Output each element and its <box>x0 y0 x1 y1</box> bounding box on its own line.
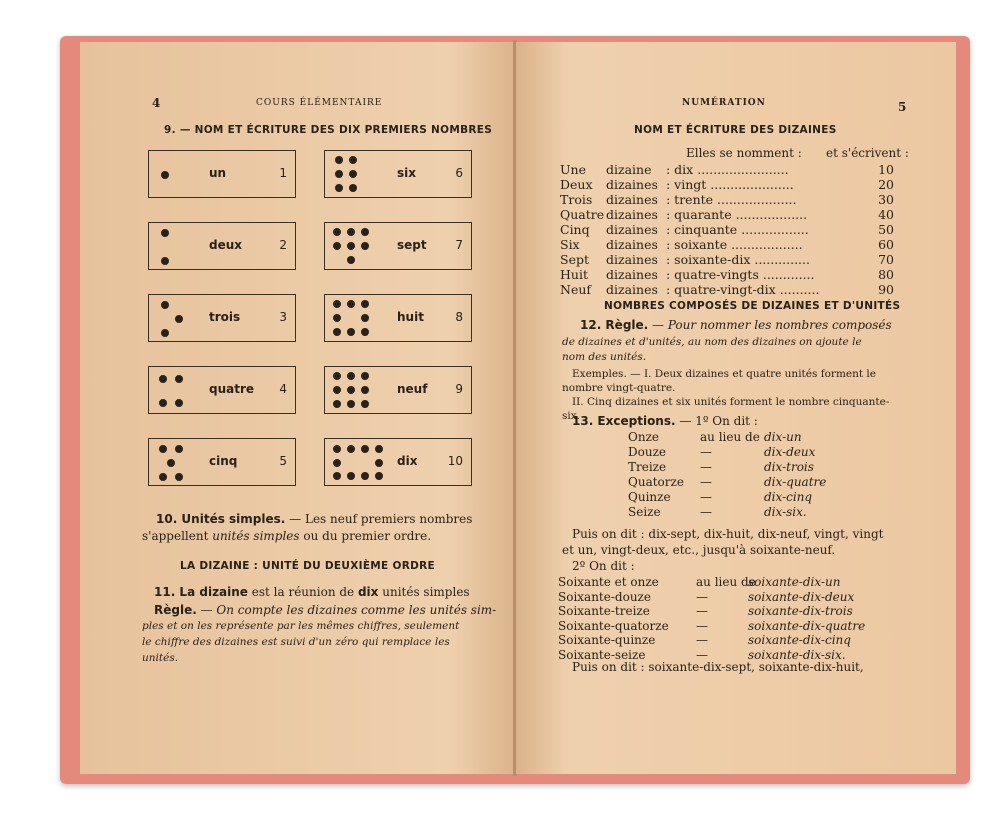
exception-sep: — <box>700 505 712 519</box>
exception-sep: — <box>696 633 708 647</box>
exception-alt: soixante-dix-trois <box>748 604 853 618</box>
die-word: neuf <box>397 382 428 396</box>
die-dot <box>175 473 183 481</box>
rule-12-line2: de dizaines et d'unités, au nom des dizaines on ajoute le <box>562 336 862 348</box>
regle-line3: le chiffre des dizaines est suivi d'un zéro qui remplace les <box>142 636 450 648</box>
dizaine-value: 60 <box>878 237 894 252</box>
die-dot <box>347 228 355 236</box>
dizaine-row <box>560 237 803 252</box>
die-dot <box>333 459 341 467</box>
die-dot <box>375 459 383 467</box>
die-dot <box>333 372 341 380</box>
exception-alt: soixante-dix-six. <box>748 647 846 662</box>
exception-sep: — <box>696 589 708 604</box>
leader-dots: ................. <box>741 222 809 237</box>
leader-dots: .............. <box>754 252 810 267</box>
p11-d: dix <box>357 585 379 599</box>
exception-alt: soixante-dix-deux <box>748 589 855 604</box>
die-dot <box>333 386 341 394</box>
exception-word: Soixante-quinze <box>558 633 656 647</box>
die-dot <box>349 170 357 178</box>
left-page-number: 4 <box>152 96 161 110</box>
die-word: un <box>209 166 227 180</box>
die-digit: 9 <box>455 382 463 396</box>
examples-label: Exemples. <box>572 368 627 380</box>
left-page <box>80 42 516 774</box>
dizaine-row <box>560 267 815 282</box>
die-dot <box>361 400 369 408</box>
dizaine-count: Trois <box>560 192 593 207</box>
leader-dots: .................... <box>717 192 797 207</box>
dizaine-name: : vingt <box>666 177 711 192</box>
examples-line4: six. <box>562 410 581 422</box>
die-dot <box>333 328 341 336</box>
die-word: cinq <box>209 454 238 468</box>
die-digit: 5 <box>279 454 287 468</box>
exception-word: Douze <box>628 445 666 459</box>
die-digit: 7 <box>455 238 463 252</box>
leader-dots: ............. <box>762 267 815 282</box>
col-head-2: et s'écrivent : <box>826 146 909 160</box>
dizaine-unit: dizaines <box>606 282 658 297</box>
leader-dots: ....................... <box>697 162 789 177</box>
exceptions-line <box>572 414 758 428</box>
exception-sep: — <box>700 445 712 459</box>
die-dot <box>175 399 183 407</box>
section-9-title: 9. — NOM ET ÉCRITURE DES DIX PREMIERS NOMBRES <box>164 124 493 136</box>
p10-text-b: ou du premier ordre. <box>299 529 432 543</box>
exception-alt: dix-trois <box>764 460 814 474</box>
exception-word: Soixante-treize <box>558 604 650 618</box>
die-dot <box>361 372 369 380</box>
dizaine-name: : quarante <box>666 207 736 222</box>
dizaine-row <box>560 177 794 192</box>
die-dot <box>161 329 169 337</box>
die-digit: 6 <box>455 166 463 180</box>
p11-b: dizaine <box>199 585 248 599</box>
die-word: huit <box>397 310 424 324</box>
exception-word: Soixante-seize <box>558 647 646 662</box>
die-dot <box>161 257 169 265</box>
exception-alt: soixante-dix-quatre <box>748 618 866 633</box>
exception-sep: au lieu de <box>696 575 756 589</box>
die-dot <box>333 300 341 308</box>
die-dot <box>361 386 369 394</box>
die-word: dix <box>397 454 418 468</box>
die-dot <box>347 445 355 453</box>
die-dot <box>347 372 355 380</box>
die-dot <box>361 328 369 336</box>
exception-alt: soixante-dix-un <box>748 575 841 589</box>
dizaine-unit: dizaines <box>606 222 658 237</box>
puis-line2: et un, vingt-deux, etc., jusqu'à soixante-neuf. <box>562 543 836 557</box>
dizaine-unit: dizaines <box>606 252 658 267</box>
die-dot <box>349 156 357 164</box>
dizaine-value: 70 <box>878 252 894 267</box>
exception-sep: — <box>696 604 708 618</box>
col-head-1: Elles se nomment : <box>686 146 802 160</box>
examples-line2: nombre vingt-quatre. <box>562 382 676 394</box>
exception-alt: dix-cinq <box>764 490 813 504</box>
dizaine-value: 80 <box>878 267 894 282</box>
die-box-sept <box>324 222 472 270</box>
dizaine-name: : trente <box>666 192 718 207</box>
exception-word: Quinze <box>628 490 671 504</box>
die-dot <box>333 400 341 408</box>
paragraph-10-head: 10. Unités simples. <box>156 512 286 526</box>
exception-alt: dix-deux <box>764 445 816 459</box>
dizaine-value: 40 <box>878 207 894 222</box>
dizaine-row <box>560 192 797 207</box>
die-dot <box>333 445 341 453</box>
dizaine-count: Neuf <box>560 282 592 297</box>
examples-line3: II. Cinq dizaines et six unités forment le nombre cinquante- <box>572 396 890 408</box>
exception-word: Soixante-quatorze <box>558 618 669 633</box>
dizaine-count: Six <box>560 237 580 252</box>
dizaine-unit: dizaine <box>606 162 652 177</box>
die-dot <box>361 300 369 308</box>
die-dot <box>347 400 355 408</box>
die-digit: 4 <box>279 382 287 396</box>
dizaine-name: : quatre-vingts <box>666 267 763 282</box>
rule-12-line3: nom des unités. <box>562 351 647 363</box>
exception-sep: — <box>696 647 708 662</box>
dizaine-count: Huit <box>560 267 588 282</box>
die-dot <box>375 445 383 453</box>
dizaine-row <box>560 162 789 177</box>
die-dot <box>333 472 341 480</box>
p11-c: est la réunion de <box>247 585 358 599</box>
paragraph-10-line2 <box>142 529 431 543</box>
die-digit: 2 <box>279 238 287 252</box>
die-word: quatre <box>209 382 255 396</box>
regle-l1: — On compte les dizaines comme les unités sim- <box>196 603 497 617</box>
left-running-header: COURS ÉLÉMENTAIRE <box>256 98 383 108</box>
dizaine-value: 20 <box>878 177 894 192</box>
die-dot <box>161 171 169 179</box>
exception-sep: — <box>700 460 712 474</box>
dizaine-count: Cinq <box>560 222 590 237</box>
die-box-neuf <box>324 366 472 414</box>
die-dot <box>175 445 183 453</box>
dizaine-row <box>560 222 809 237</box>
exception-sep: au lieu de <box>700 430 760 444</box>
die-box-huit <box>324 294 472 342</box>
dizaine-value: 30 <box>878 192 894 207</box>
exception-sep: — <box>696 618 708 633</box>
die-dot <box>159 473 167 481</box>
regle-line1 <box>154 603 496 617</box>
exception-alt: soixante-dix-cinq <box>748 633 851 647</box>
dizaine-count: Quatre <box>560 207 605 222</box>
die-dot <box>335 170 343 178</box>
dizaine-unit: dizaines <box>606 267 658 282</box>
paragraph-10-rest: — Les neuf premiers nombres <box>285 512 473 526</box>
die-digit: 10 <box>447 454 463 468</box>
die-dot <box>333 228 341 236</box>
die-box-trois <box>148 294 296 342</box>
dizaine-name: : quatre-vingt-dix <box>666 282 780 297</box>
die-dot <box>347 256 355 264</box>
die-box-six <box>324 150 472 198</box>
compose-title: NOMBRES COMPOSÉS DE DIZAINES ET D'UNITÉS <box>604 300 901 312</box>
die-dot <box>361 472 369 480</box>
die-dot <box>333 314 341 322</box>
right-page-number: 5 <box>898 100 907 114</box>
exception-alt: dix-un <box>764 430 802 444</box>
rule-12-line1 <box>580 318 892 332</box>
second-exceptions-head: 2º On dit : <box>572 559 635 573</box>
paragraph-11 <box>154 585 470 599</box>
exception-word: Quatorze <box>628 475 684 489</box>
regle-label: Règle. <box>154 603 197 617</box>
dizaine-row <box>560 282 819 297</box>
dizaine-row <box>560 207 807 222</box>
die-dot <box>159 399 167 407</box>
die-word: trois <box>209 310 241 324</box>
rule-12-head: 12. Règle. <box>580 318 649 332</box>
exceptions-head: 13. Exceptions. <box>572 414 676 428</box>
die-dot <box>335 184 343 192</box>
regle-line2: ples et on les représente par les mêmes chiffres, seulement <box>142 620 460 632</box>
exceptions-first: — 1º On dit : <box>675 414 758 428</box>
die-dot <box>161 229 169 237</box>
die-dot <box>361 314 369 322</box>
p10-italic: unités simples <box>212 529 300 543</box>
die-dot <box>347 472 355 480</box>
exception-sep: — <box>700 475 712 489</box>
examples-l1: — I. Deux dizaines et quatre unités forment le <box>626 368 877 380</box>
regle-line4: unités. <box>142 652 179 664</box>
die-dot <box>335 156 343 164</box>
dizaine-name: : cinquante <box>666 222 742 237</box>
puis-line1: Puis on dit : dix-sept, dix-huit, dix-neuf, vingt, vingt <box>572 527 884 541</box>
die-word: sept <box>397 238 427 252</box>
p11-a: 11. La <box>154 585 200 599</box>
die-dot <box>175 315 183 323</box>
rule-12-l1: — Pour nommer les nombres composés <box>648 318 892 332</box>
exception-word: Onze <box>628 430 659 444</box>
die-digit: 1 <box>279 166 287 180</box>
die-dot <box>361 228 369 236</box>
leader-dots: .................. <box>735 207 808 222</box>
dizaine-name: : dix <box>666 162 698 177</box>
die-dot <box>347 242 355 250</box>
dizaine-unit: dizaines <box>606 177 658 192</box>
exception-word: Treize <box>628 460 667 474</box>
exception-word: Soixante-douze <box>558 589 651 604</box>
die-dot <box>361 445 369 453</box>
right-page <box>516 42 956 774</box>
dizaine-name: : soixante-dix <box>666 252 755 267</box>
p10-text-a: s'appellent <box>142 529 213 543</box>
die-box-dix <box>324 438 472 486</box>
die-dot <box>333 242 341 250</box>
die-dot <box>347 300 355 308</box>
dizaine-value: 90 <box>878 282 894 297</box>
die-dot <box>349 184 357 192</box>
exception-alt: dix-quatre <box>764 475 827 489</box>
dizaine-name: : soixante <box>666 237 732 252</box>
die-dot <box>161 301 169 309</box>
dizaine-count: Sept <box>560 252 589 267</box>
die-dot <box>159 375 167 383</box>
die-digit: 3 <box>279 310 287 324</box>
dizaine-count: Deux <box>560 177 593 192</box>
paragraph-10-line1 <box>156 512 472 526</box>
p11-e: unités simples <box>378 585 470 599</box>
exception-alt: dix-six. <box>764 505 807 519</box>
die-digit: 8 <box>455 310 463 324</box>
dizaine-unit: dizaines <box>606 207 658 222</box>
die-dot <box>347 328 355 336</box>
right-running-header: NUMÉRATION <box>682 98 766 108</box>
dizaine-value: 50 <box>878 222 894 237</box>
dizaine-unit: dizaines <box>606 192 658 207</box>
exception-word: Seize <box>628 505 661 519</box>
die-dot <box>375 472 383 480</box>
die-dot <box>175 375 183 383</box>
examples-line1 <box>572 368 876 380</box>
dizaine-title: LA DIZAINE : UNITÉ DU DEUXIÈME ORDRE <box>180 560 435 572</box>
dizaine-unit: dizaines <box>606 237 658 252</box>
dizaines-title: NOM ET ÉCRITURE DES DIZAINES <box>634 124 837 136</box>
die-word: six <box>397 166 416 180</box>
dizaine-value: 10 <box>878 162 894 177</box>
die-word: deux <box>209 238 243 252</box>
die-box-un <box>148 150 296 198</box>
last-line: Puis on dit : soixante-dix-sept, soixante-dix-huit, <box>572 660 864 674</box>
leader-dots: .......... <box>779 282 820 297</box>
exception-word: Soixante et onze <box>558 575 659 589</box>
leader-dots: .................. <box>731 237 803 252</box>
die-box-deux <box>148 222 296 270</box>
die-dot <box>347 386 355 394</box>
exception-sep: — <box>700 490 712 504</box>
dizaine-count: Une <box>560 162 586 177</box>
leader-dots: ..................... <box>710 177 794 192</box>
die-box-quatre <box>148 366 296 414</box>
die-dot <box>167 459 175 467</box>
die-dot <box>159 445 167 453</box>
dizaine-row <box>560 252 810 267</box>
die-box-cinq <box>148 438 296 486</box>
die-dot <box>361 242 369 250</box>
